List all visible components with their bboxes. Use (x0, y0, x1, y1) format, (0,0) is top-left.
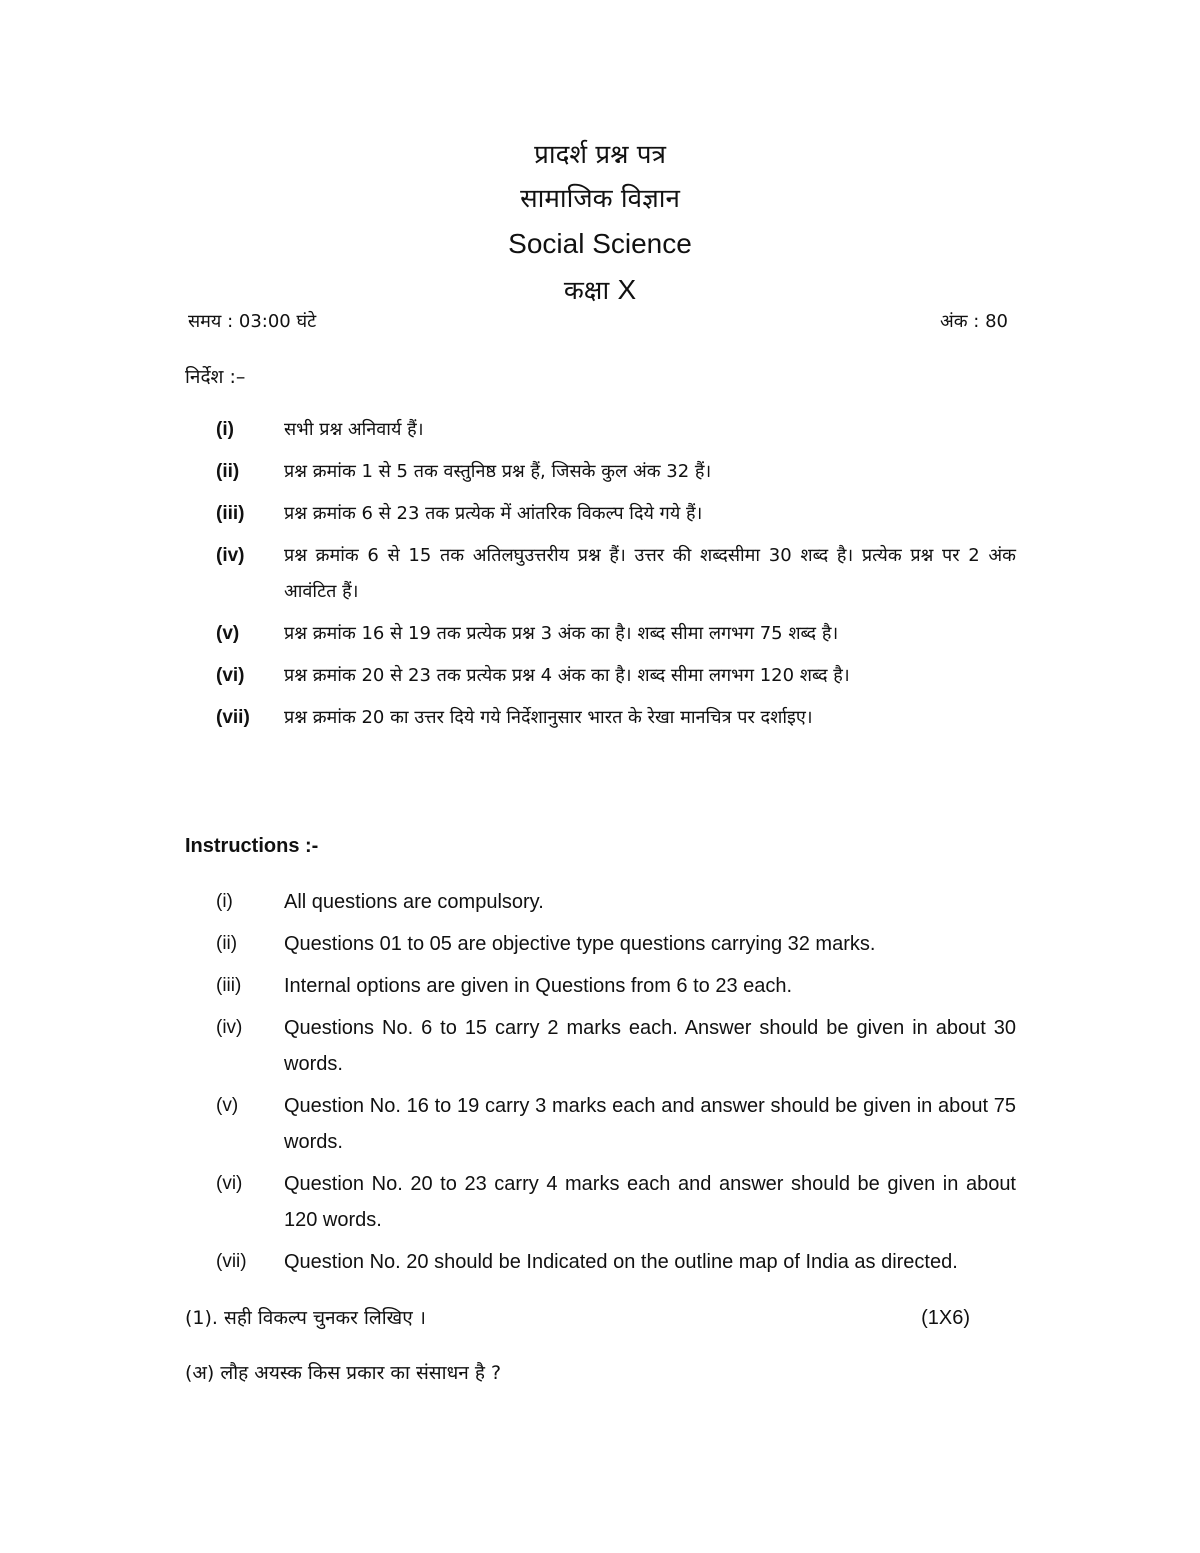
instruction-item (216, 1244, 1016, 1280)
question-1-marks: (1X6) (921, 1307, 970, 1329)
instruction-item (216, 1010, 1016, 1082)
instruction-number: (vi) (216, 1173, 243, 1194)
paper-title-hindi: प्रादर्श प्रश्न पत्र (534, 140, 666, 170)
instruction-number: (i) (216, 419, 234, 440)
instruction-text: प्रश्न क्रमांक 16 से 19 तक प्रत्येक प्रश्न 3 अंक का है। शब्द सीमा लगभग 75 शब्द है। (284, 623, 839, 644)
english-instructions-list (216, 884, 1016, 1286)
instruction-text: Question No. 20 should be Indicated on the outline map of India as directed. (284, 1251, 958, 1273)
class-label: कक्षा (563, 276, 610, 306)
instruction-text: Questions 01 to 05 are objective type questions carrying 32 marks. (284, 933, 876, 955)
hindi-instructions-list (216, 412, 1016, 742)
instruction-text: Internal options are given in Questions from 6 to 23 each. (284, 975, 793, 997)
instruction-number: (iii) (216, 503, 245, 524)
class-line (0, 267, 1200, 314)
instruction-item (216, 454, 1016, 490)
question-1-row (185, 1303, 970, 1333)
instruction-number: (iii) (216, 975, 242, 996)
instruction-text: Questions No. 6 to 15 carry 2 marks each. Answer should be given in about 30 words. (284, 1017, 1016, 1075)
instruction-item (216, 968, 1016, 1004)
instruction-text: Question No. 20 to 23 carry 4 marks each and answer should be given in about 120 words. (284, 1173, 1016, 1231)
instruction-number: (ii) (216, 933, 238, 954)
instruction-item (216, 658, 1016, 694)
instruction-number: (v) (216, 1095, 239, 1116)
question-1-part-a: (अ) लौह अयस्क किस प्रकार का संसाधन है ? (185, 1362, 502, 1384)
instruction-text: All questions are compulsory. (284, 891, 544, 913)
instruction-text: प्रश्न क्रमांक 6 से 15 तक अतिलघुउत्तरीय प्रश्न हैं। उत्तर की शब्दसीमा 30 शब्द है। प्रत्येक प्रश्न पर 2 अंक आवंटित हैं। (284, 545, 1016, 602)
english-instructions-heading: Instructions :- (185, 835, 319, 857)
hindi-instructions-heading: निर्देश :– (185, 366, 246, 388)
instruction-item (216, 616, 1016, 652)
instruction-text: प्रश्न क्रमांक 1 से 5 तक वस्तुनिष्ठ प्रश्न हैं, जिसके कुल अंक 32 हैं। (284, 461, 712, 482)
instruction-text: सभी प्रश्न अनिवार्य हैं। (284, 419, 424, 440)
subject-title-hindi: सामाजिक विज्ञान (520, 184, 680, 214)
instruction-number: (ii) (216, 461, 240, 482)
instruction-number: (iv) (216, 545, 245, 566)
instruction-number: (vi) (216, 665, 245, 686)
instruction-text: Question No. 16 to 19 carry 3 marks each and answer should be given in about 75 words. (284, 1095, 1016, 1153)
time-marks-row (188, 308, 1008, 336)
subject-title-english: Social Science (508, 228, 692, 259)
paper-title-block (0, 133, 1200, 314)
time-allowed: समय : 03:00 घंटे (188, 311, 317, 332)
instruction-item (216, 412, 1016, 448)
instruction-item (216, 538, 1016, 610)
instruction-item (216, 1166, 1016, 1238)
instruction-number: (v) (216, 623, 240, 644)
class-value: X (617, 274, 637, 305)
instruction-text: प्रश्न क्रमांक 20 का उत्तर दिये गये निर्देशानुसार भारत के रेखा मानचित्र पर दर्शाइए। (284, 707, 813, 728)
instruction-number: (i) (216, 891, 233, 912)
instruction-number: (vii) (216, 1251, 247, 1272)
instruction-number: (iv) (216, 1017, 243, 1038)
instruction-item (216, 1088, 1016, 1160)
instruction-item (216, 700, 1016, 736)
question-1-label: (1). सही विकल्प चुनकर लिखिए । (185, 1307, 426, 1329)
instruction-number: (vii) (216, 707, 250, 728)
instruction-item (216, 926, 1016, 962)
instruction-item (216, 496, 1016, 532)
instruction-text: प्रश्न क्रमांक 6 से 23 तक प्रत्येक में आंतरिक विकल्प दिये गये हैं। (284, 503, 703, 524)
instruction-item (216, 884, 1016, 920)
max-marks: अंक : 80 (940, 311, 1008, 332)
instruction-text: प्रश्न क्रमांक 20 से 23 तक प्रत्येक प्रश्न 4 अंक का है। शब्द सीमा लगभग 120 शब्द है। (284, 665, 850, 686)
